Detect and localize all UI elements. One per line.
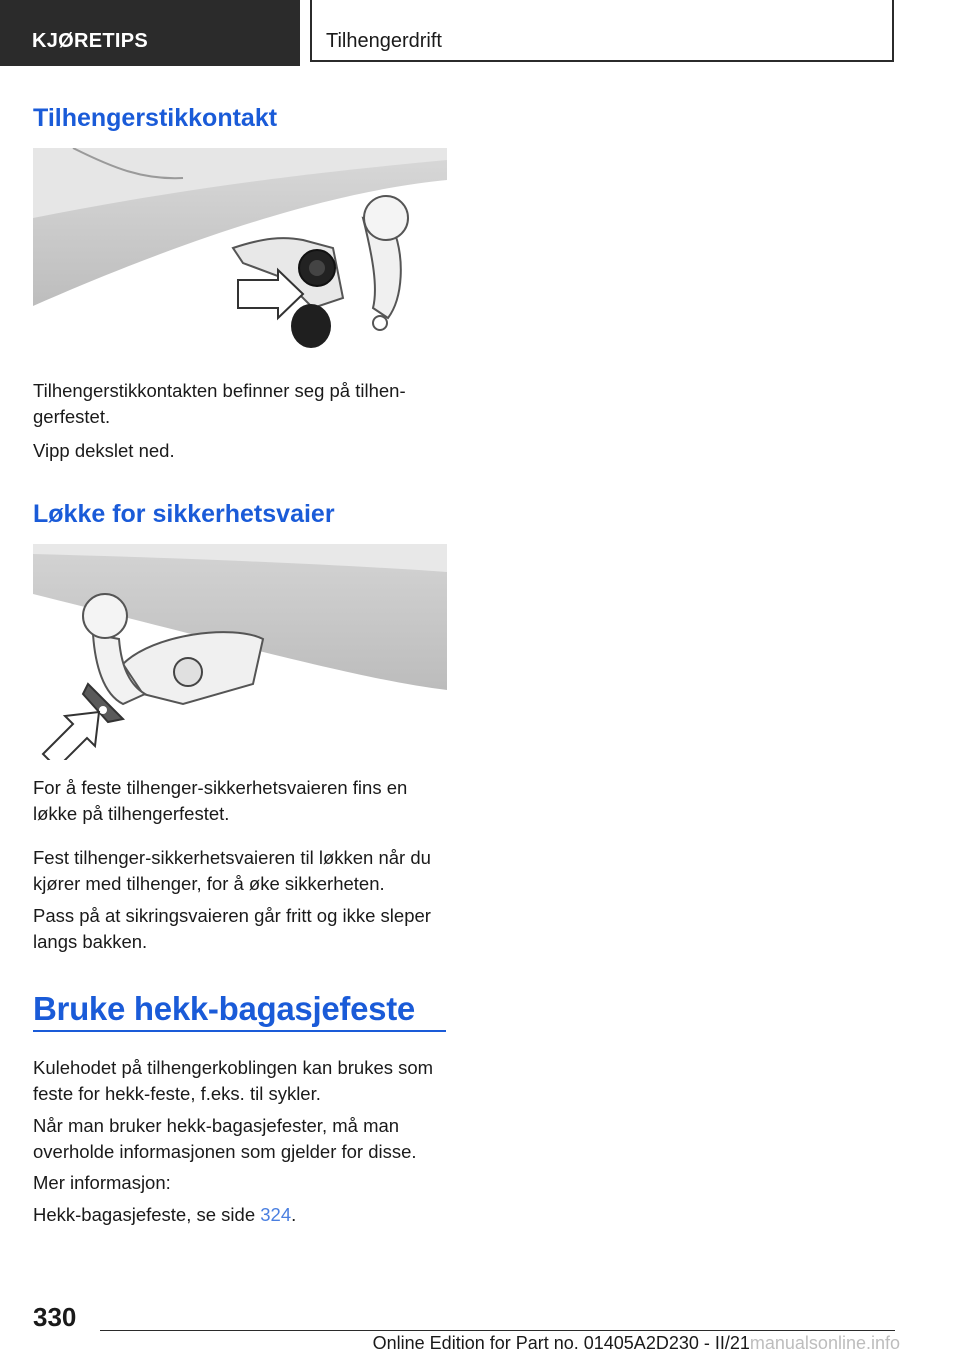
page-link-324[interactable]: 324 <box>260 1204 292 1225</box>
header-chapter-box <box>310 0 894 62</box>
footer-edition <box>373 1333 900 1354</box>
loop-ground-text: Pass på at sikringsvaieren går fritt og ikke sleper langs bakken. <box>33 905 431 952</box>
heading-underline <box>33 1030 446 1032</box>
loop-attach-text: Fest tilhenger-sikkerhetsvaieren til løkken når du kjører med tilhenger, for å øke sikkerheten. <box>33 847 431 894</box>
carrier-reference-end: . <box>291 1204 297 1225</box>
heading-socket: Tilhengerstikkontakt <box>33 104 278 132</box>
header-chapter-label: Tilhengerdrift <box>326 30 442 52</box>
footer-edition-text: Online Edition for Part no. 01405A2D230 - II/21 <box>372 1333 750 1353</box>
carrier-reference <box>33 1202 453 1228</box>
carrier-reference-text: Hekk-bagasjefeste, se side <box>33 1204 261 1225</box>
footer-watermark: manualsonline.info <box>749 1333 900 1353</box>
header-section-label: KJØRETIPS <box>32 30 149 52</box>
more-info-label: Mer informasjon: <box>33 1172 171 1193</box>
heading-loop: Løkke for sikkerhetsvaier <box>33 500 335 528</box>
page-number: 330 <box>33 1302 77 1332</box>
loop-intro-text: For å feste tilhenger-sikkerhetsvaieren fins en løkke på tilhengerfestet. <box>33 777 408 824</box>
footer-rule <box>100 1330 895 1331</box>
safety-loop-illustration <box>33 544 447 760</box>
header-section-tab <box>0 0 300 66</box>
carrier-ball-text: Kulehodet på tilhengerkoblingen kan brukes som feste for hekk-feste, f.eks. til sykler. <box>33 1057 434 1104</box>
socket-illustration <box>33 148 447 355</box>
heading-rear-carrier: Bruke hekk-bagasjefeste <box>33 990 415 1027</box>
carrier-info-text: Når man bruker hekk-bagasjefester, må man overholde informasjonen som gjelder for disse. <box>33 1115 417 1162</box>
socket-cover-text: Vipp dekslet ned. <box>33 440 175 461</box>
socket-location-text: Tilhengerstikkontakten befinner seg på tilhen-gerfestet. <box>33 380 406 427</box>
